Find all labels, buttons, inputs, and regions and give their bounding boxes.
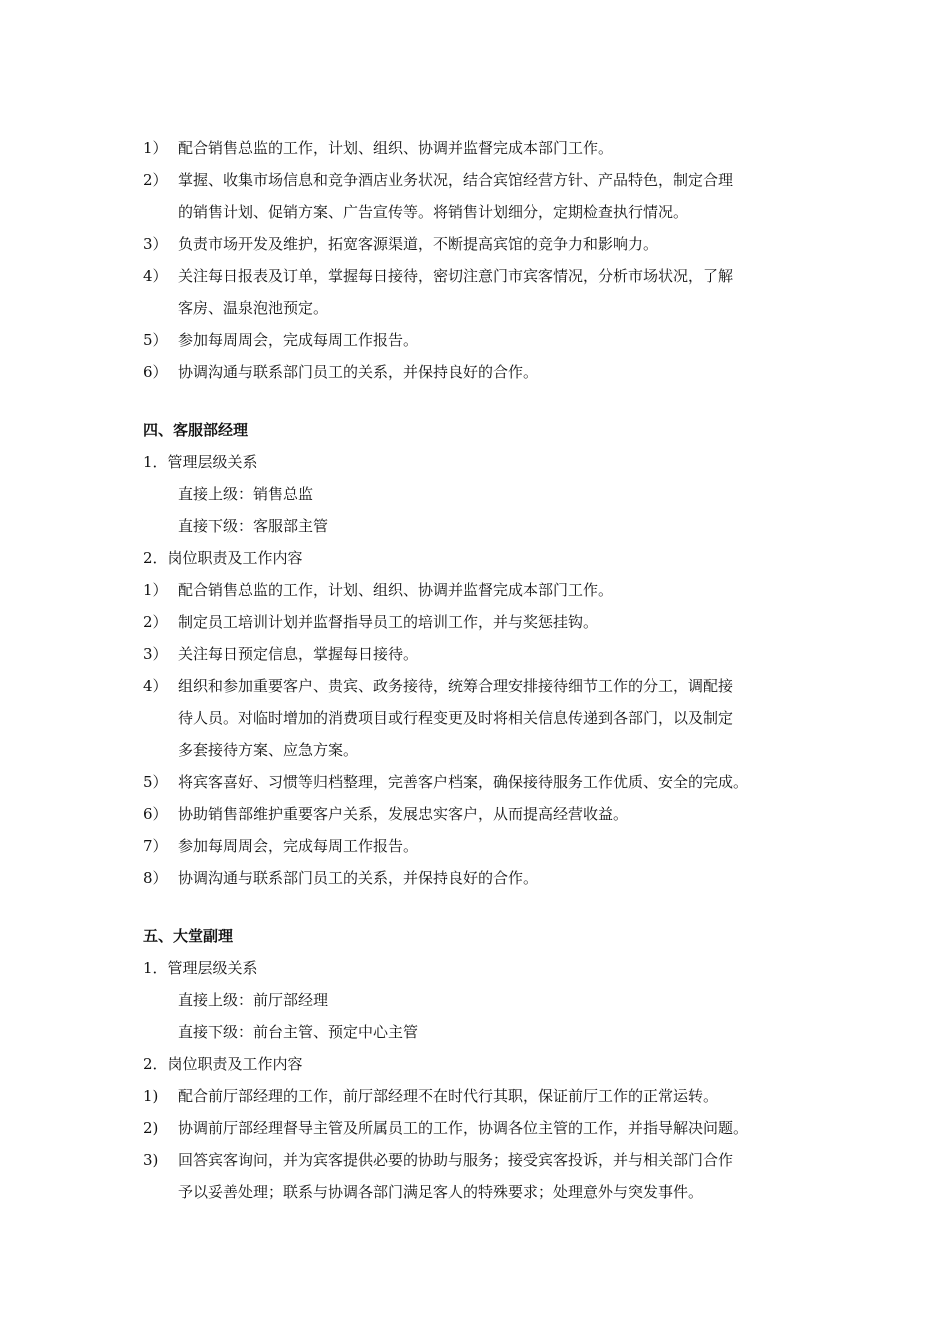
item-text: 协调前厅部经理督导主管及所属员工的工作，协调各位主管的工作，并指导解决问题。 (178, 1119, 749, 1137)
section5-relation-title: 1．管理层级关系 (143, 959, 258, 977)
list-item (143, 830, 813, 862)
item-text: 回答宾客询问，并为宾客提供必要的协助与服务；接受宾客投诉，并与相关部门合作 (178, 1151, 734, 1169)
item-text: 配合前厅部经理的工作，前厅部经理不在时代行其职，保证前厅工作的正常运转。 (178, 1087, 719, 1105)
item-number: 5） (143, 773, 168, 791)
list-item (143, 228, 813, 260)
section5-heading: 五、大堂副理 (143, 927, 234, 945)
list-item (143, 1112, 813, 1144)
item-text: 协助销售部维护重要客户关系，发展忠实客户，从而提高经营收益。 (178, 805, 629, 823)
item-text: 关注每日预定信息，掌握每日接待。 (178, 645, 419, 663)
list-item (143, 574, 813, 606)
item-text: 客房、温泉泡池预定。 (178, 299, 329, 317)
list-item (143, 164, 813, 228)
section5-superior: 直接上级：前厅部经理 (178, 991, 329, 1009)
item-text: 的销售计划、促销方案、广告宣传等。将销售计划细分，定期检查执行情况。 (178, 203, 689, 221)
list-item (143, 638, 813, 670)
section4-subordinate: 直接下级：客服部主管 (178, 517, 329, 535)
item-number: 3） (143, 235, 168, 253)
item-number: 2) (143, 1119, 159, 1137)
item-text: 制定员工培训计划并监督指导员工的培训工作，并与奖惩挂钩。 (178, 613, 599, 631)
item-text: 多套接待方案、应急方案。 (178, 741, 359, 759)
item-number: 4） (143, 677, 168, 695)
item-text: 组织和参加重要客户、贵宾、政务接待，统筹合理安排接待细节工作的分工，调配接 (178, 677, 734, 695)
item-number: 3) (143, 1151, 159, 1169)
item-text: 予以妥善处理；联系与协调各部门满足客人的特殊要求；处理意外与突发事件。 (178, 1183, 704, 1201)
item-text: 配合销售总监的工作，计划、组织、协调并监督完成本部门工作。 (178, 581, 614, 599)
item-number: 1) (143, 1087, 159, 1105)
item-number: 1） (143, 139, 168, 157)
item-number: 6） (143, 363, 168, 381)
section3-duty-list (143, 132, 813, 388)
section4-duty-title: 2．岗位职责及工作内容 (143, 549, 303, 567)
list-item (143, 798, 813, 830)
item-number: 6） (143, 805, 168, 823)
item-number: 4） (143, 267, 168, 285)
item-text: 参加每周周会，完成每周工作报告。 (178, 331, 419, 349)
item-text: 配合销售总监的工作，计划、组织、协调并监督完成本部门工作。 (178, 139, 614, 157)
item-number: 3） (143, 645, 168, 663)
list-item (143, 766, 813, 798)
list-item (143, 260, 813, 324)
item-number: 2） (143, 171, 168, 189)
item-text: 将宾客喜好、习惯等归档整理，完善客户档案，确保接待服务工作优质、安全的完成。 (178, 773, 749, 791)
item-number: 2） (143, 613, 168, 631)
item-text: 协调沟通与联系部门员工的关系，并保持良好的合作。 (178, 363, 539, 381)
item-text: 协调沟通与联系部门员工的关系，并保持良好的合作。 (178, 869, 539, 887)
list-item (143, 606, 813, 638)
section5-duty-list (143, 1080, 813, 1208)
section5-duty-title: 2．岗位职责及工作内容 (143, 1055, 303, 1073)
section4-duty-list (143, 574, 813, 894)
list-item (143, 356, 813, 388)
item-text: 关注每日报表及订单，掌握每日接待，密切注意门市宾客情况，分析市场状况，了解 (178, 267, 734, 285)
section4-heading: 四、客服部经理 (143, 421, 249, 439)
item-number: 5） (143, 331, 168, 349)
list-item (143, 324, 813, 356)
section5-subordinate: 直接下级：前台主管、预定中心主管 (178, 1023, 419, 1041)
document-body (143, 132, 813, 1208)
item-number: 8） (143, 869, 168, 887)
item-text: 掌握、收集市场信息和竞争酒店业务状况，结合宾馆经营方针、产品特色，制定合理 (178, 171, 734, 189)
item-text: 待人员。对临时增加的消费项目或行程变更及时将相关信息传递到各部门，以及制定 (178, 709, 734, 727)
item-text: 负责市场开发及维护，拓宽客源渠道，不断提高宾馆的竞争力和影响力。 (178, 235, 659, 253)
item-number: 1） (143, 581, 168, 599)
item-number: 7） (143, 837, 168, 855)
list-item (143, 1144, 813, 1208)
section4-relation-title: 1．管理层级关系 (143, 453, 258, 471)
list-item (143, 670, 813, 766)
list-item (143, 862, 813, 894)
list-item (143, 1080, 813, 1112)
item-text: 参加每周周会，完成每周工作报告。 (178, 837, 419, 855)
section4-superior: 直接上级：销售总监 (178, 485, 314, 503)
list-item (143, 132, 813, 164)
